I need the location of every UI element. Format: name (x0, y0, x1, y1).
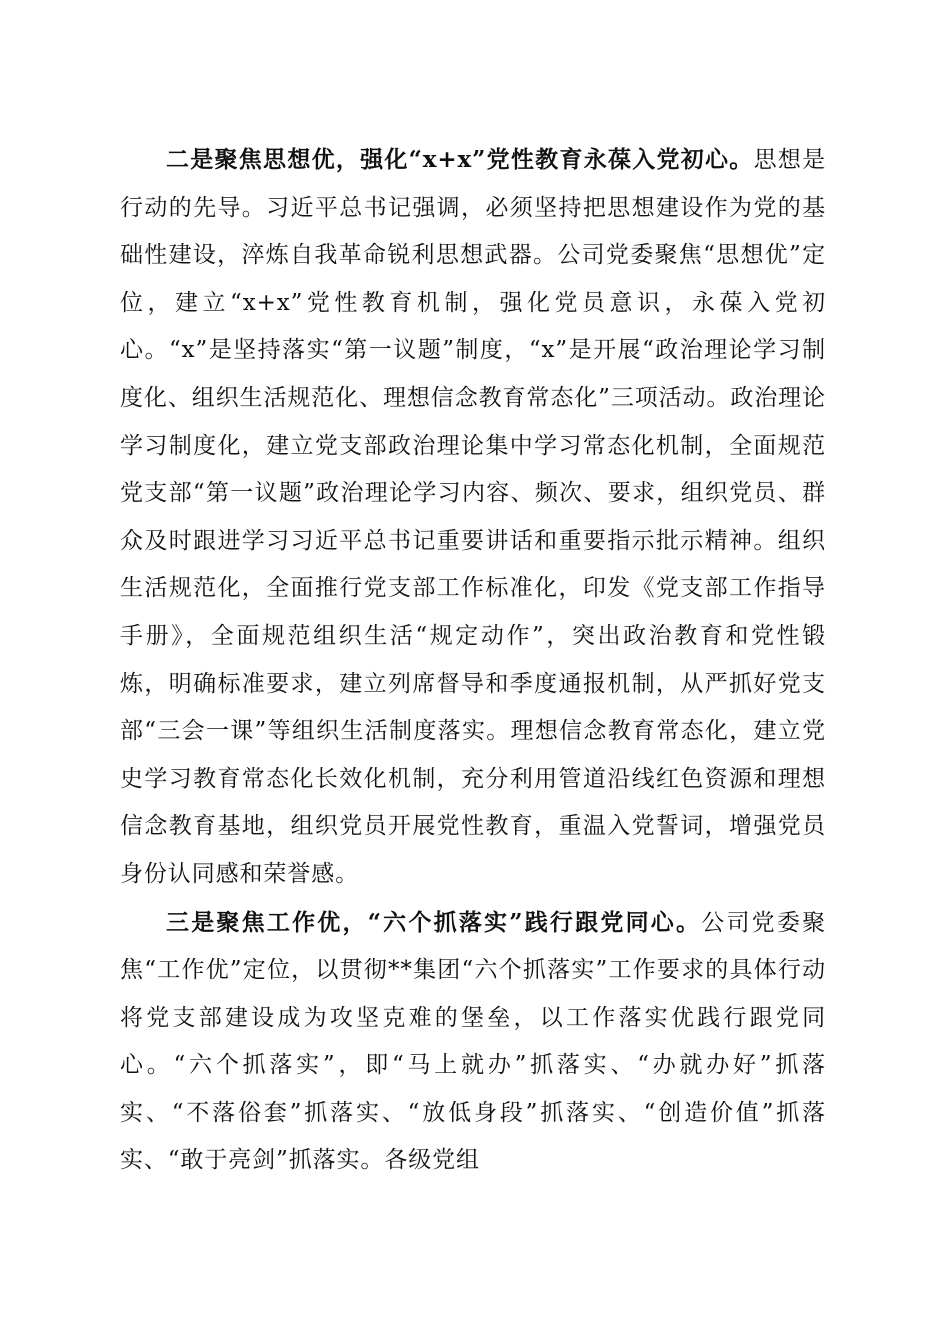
paragraph-text: 思想是行动的先导。习近平总书记强调，必须坚持把思想建设作为党的基础性建设，淬炼自我革命锐利思想武器。公司党委聚焦“思想优”定位，建立“x+x”党性教育机制，强化党员意识，永葆入党初心。“x”是坚持落实“第一议题”制度，“x”是开展“政治理论学习制度化、组织生活规范化、理想信念教育常态化”三项活动。政治理论学习制度化，建立党支部政治理论集中学习常态化机制，全面规范党支部“第一议题”政治理论学习内容、频次、要求，组织党员、群众及时跟进学习习近平总书记重要讲话和重要指示批示精神。组织生活规范化，全面推行党支部工作标准化，印发《党支部工作指导手册》，全面规范组织生活“规定动作”，突出政治教育和党性锻炼，明确标准要求，建立列席督导和季度通报机制，从严抓好党支部“三会一课”等组织生活制度落实。理想信念教育常态化，建立党史学习教育常态化长效化机制，充分利用管道沿线红色资源和理想信念教育基地，组织党员开展党性教育，重温入党誓词，增强党员身份认同感和荣誉感。 (120, 147, 826, 887)
paragraph-heading: 三是聚焦工作优，“六个抓落实”践行跟党同心。 (166, 908, 702, 936)
paragraph-heading: 二是聚焦思想优，强化“x+x”党性教育永葆入党初心。 (166, 146, 754, 173)
paragraph-ideology (120, 136, 826, 899)
document-body (120, 136, 826, 1185)
paragraph-work (120, 899, 826, 1186)
paragraph-text: 公司党委聚焦“工作优”定位，以贯彻**集团“六个抓落实”工作要求的具体行动将党支部建设成为攻坚克难的堡垒，以工作落实优践行跟党同心。“六个抓落实”，即“马上就办”抓落实、“办就办好”抓落实、“不落俗套”抓落实、“放低身段”抓落实、“创造价值”抓落实、“敢于亮剑”抓落实。各级党组 (120, 909, 827, 1174)
